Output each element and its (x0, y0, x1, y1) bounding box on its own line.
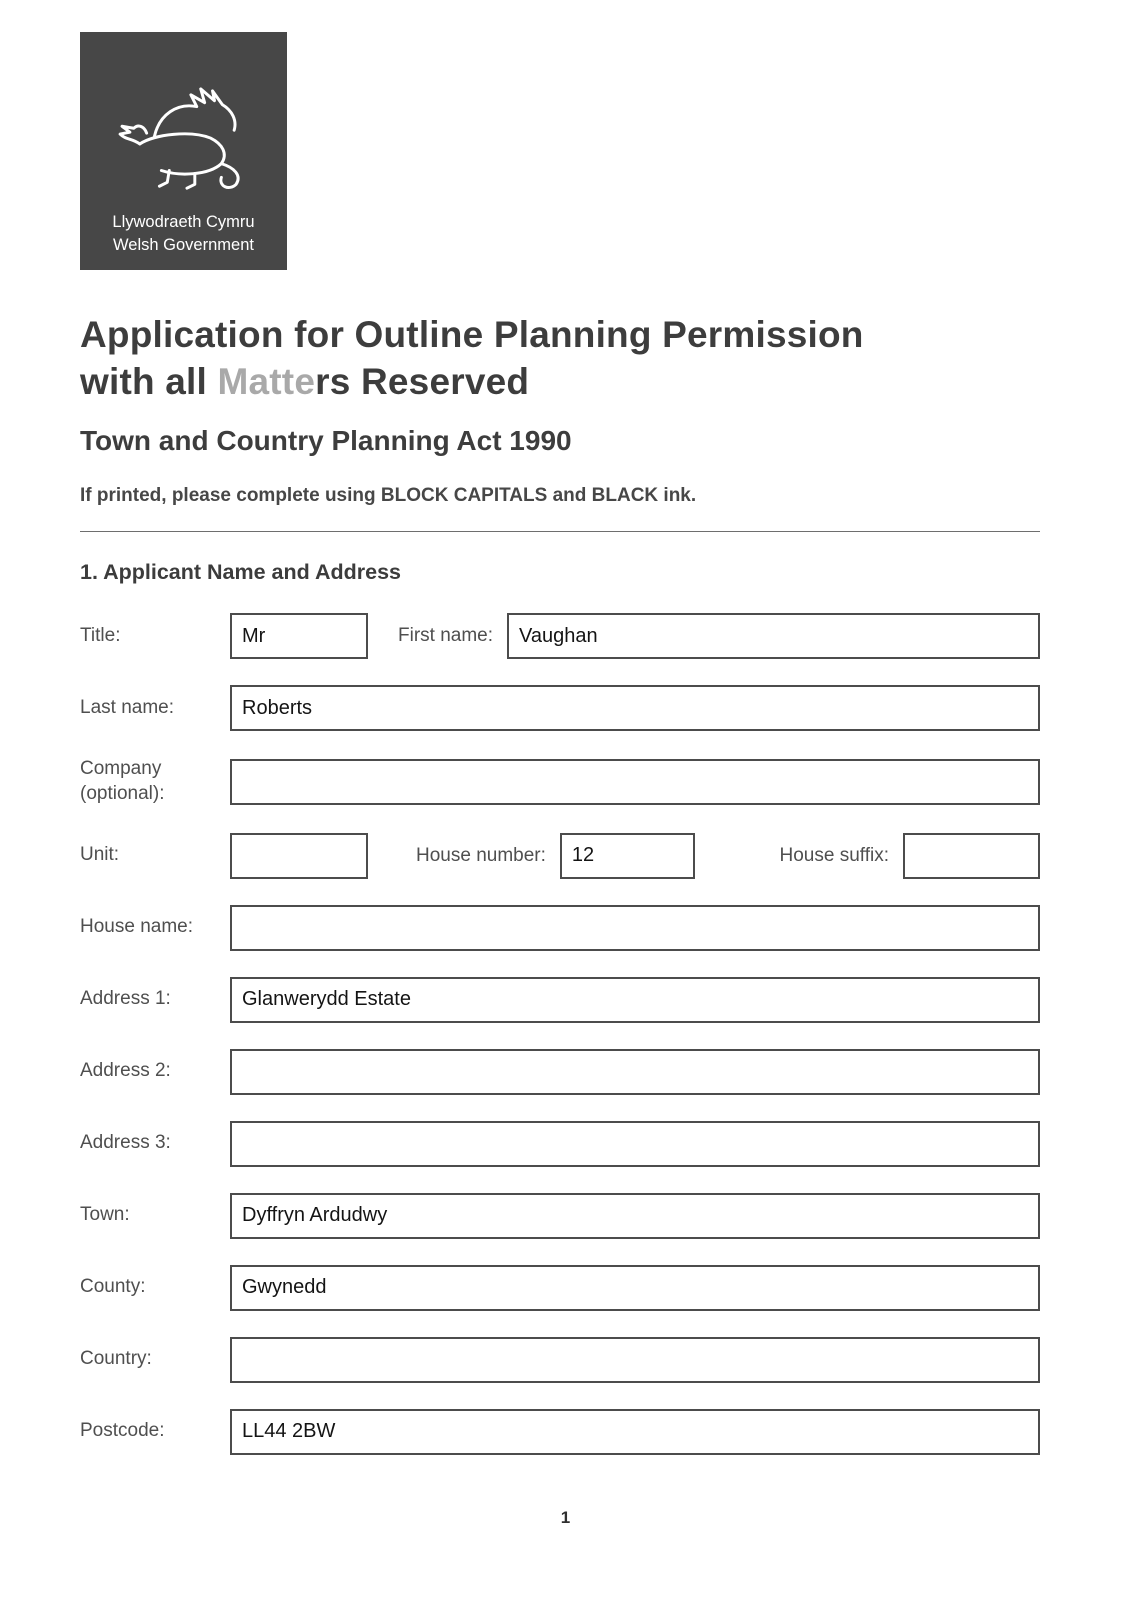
county-label: County: (80, 1276, 146, 1298)
form-title-line2-faded: Matte (217, 360, 316, 402)
print-instruction: If printed, please complete using BLOCK CAPITALS and BLACK ink. (80, 485, 697, 507)
title-label: Title: (80, 624, 121, 646)
row-country (80, 1337, 1040, 1383)
house-suffix-label: House suffix: (779, 844, 889, 866)
postcode-label: Postcode: (80, 1420, 165, 1442)
form-title-line1: Application for Outline Planning Permission (80, 314, 864, 355)
last-name-input[interactable] (230, 685, 1040, 731)
welsh-government-logo (80, 32, 287, 270)
postcode-input[interactable] (230, 1409, 1040, 1455)
form-title (80, 312, 1040, 405)
company-input[interactable] (230, 759, 1040, 805)
row-address3 (80, 1121, 1040, 1167)
row-company (80, 757, 1040, 806)
address1-input[interactable] (230, 977, 1040, 1023)
last-name-label: Last name: (80, 696, 174, 718)
town-label: Town: (80, 1204, 130, 1226)
title-input[interactable] (230, 613, 368, 659)
unit-label: Unit: (80, 844, 120, 866)
row-lastname (80, 685, 1040, 731)
town-input[interactable] (230, 1193, 1040, 1239)
page-number: 1 (560, 1508, 571, 1527)
first-name-label: First name: (398, 625, 494, 647)
welsh-dragon-icon (109, 83, 259, 201)
address2-input[interactable] (230, 1049, 1040, 1095)
company-label: Company (optional): (80, 758, 165, 804)
house-name-label: House name: (80, 916, 194, 938)
section-1-heading: 1. Applicant Name and Address (80, 560, 401, 585)
row-address2 (80, 1049, 1040, 1095)
address3-input[interactable] (230, 1121, 1040, 1167)
address3-label: Address 3: (80, 1132, 171, 1154)
row-title-firstname (80, 613, 1040, 659)
logo-text-welsh: Llywodraeth Cymru (112, 213, 255, 232)
form-title-line2-start: with all (80, 360, 218, 402)
divider (80, 531, 1040, 532)
logo-text-english: Welsh Government (113, 235, 254, 254)
county-input[interactable] (230, 1265, 1040, 1311)
row-housename (80, 905, 1040, 951)
row-town (80, 1193, 1040, 1239)
unit-input[interactable] (230, 833, 368, 879)
house-suffix-input[interactable] (903, 833, 1040, 879)
row-postcode (80, 1409, 1040, 1455)
address1-label: Address 1: (80, 988, 171, 1010)
country-label: Country: (80, 1348, 152, 1370)
row-address1 (80, 977, 1040, 1023)
house-number-label: House number: (416, 844, 546, 866)
row-unit-housenumber-suffix (80, 833, 1040, 879)
address2-label: Address 2: (80, 1060, 171, 1082)
row-county (80, 1265, 1040, 1311)
house-number-input[interactable] (560, 833, 695, 879)
form-subtitle: Town and Country Planning Act 1990 (80, 425, 572, 457)
first-name-input[interactable] (507, 613, 1040, 659)
country-input[interactable] (230, 1337, 1040, 1383)
house-name-input[interactable] (230, 905, 1040, 951)
form-title-line2-end: rs Reserved (315, 360, 530, 402)
